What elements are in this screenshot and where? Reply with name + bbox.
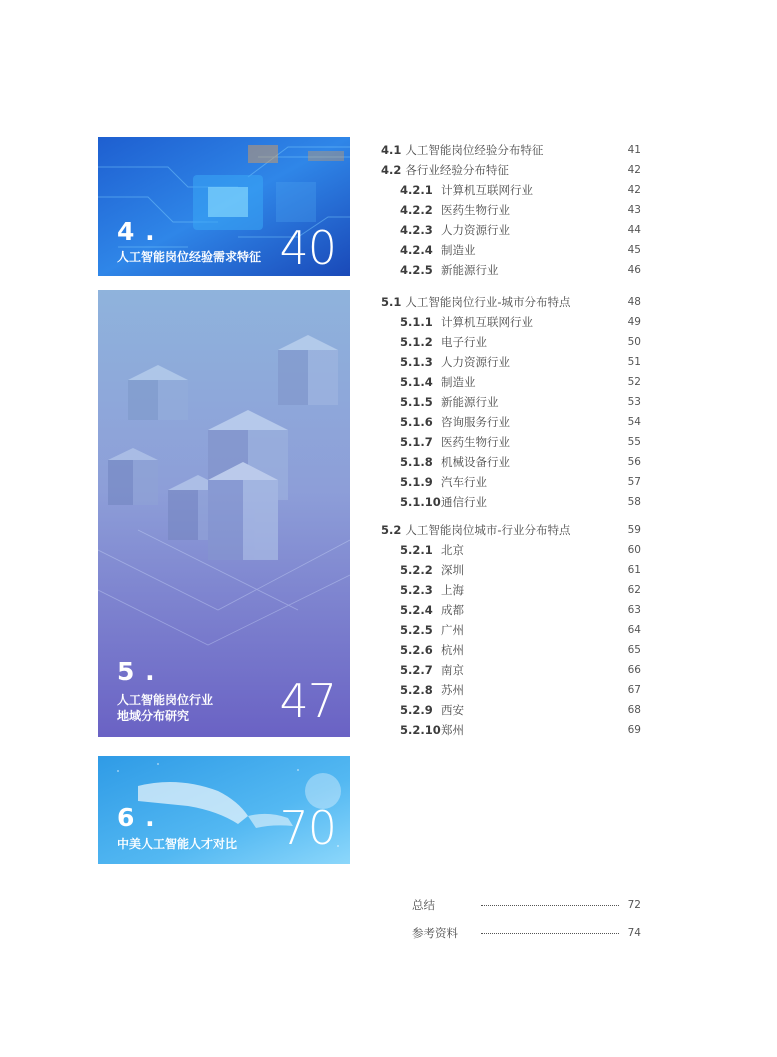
toc-entry-number: 4.2.2 — [400, 203, 433, 217]
section-5-card[interactable] — [98, 290, 350, 737]
toc-entry-number: 5.2.3 — [400, 583, 433, 597]
toc-entry-number: 5.1.8 — [400, 455, 433, 469]
toc-entry[interactable] — [381, 292, 641, 312]
toc-entry-number: 5.2.4 — [400, 603, 433, 617]
section-title-line1: 人工智能岗位行业 — [117, 693, 214, 707]
section-title-line2: 地域分布研究 — [117, 709, 190, 723]
toc-entry-number: 4.2.4 — [400, 243, 433, 257]
toc-entry-title: 深圳 — [441, 563, 464, 577]
toc-entry[interactable] — [381, 392, 641, 412]
toc-entry-page: 66 — [627, 664, 641, 676]
toc-entry-number: 5.1.1 — [400, 315, 433, 329]
toc-entry-number: 5.1.3 — [400, 355, 433, 369]
toc-entry-page: 67 — [627, 684, 641, 696]
toc-entry-title: 医药生物行业 — [441, 203, 510, 217]
toc-entry-number: 4.2 — [381, 163, 402, 177]
toc-entry-page: 61 — [627, 564, 641, 576]
toc-references-entry[interactable] — [412, 923, 641, 943]
toc-entry-page: 46 — [627, 264, 641, 276]
toc-entry-number: 5.1.6 — [400, 415, 433, 429]
toc-entry-title: 新能源行业 — [441, 263, 499, 277]
toc-entry-page: 42 — [627, 164, 641, 176]
toc-entry-page: 60 — [627, 544, 641, 556]
toc-entry[interactable] — [381, 140, 641, 160]
toc-entry-title: 制造业 — [441, 243, 476, 257]
toc-entry-title: 人工智能岗位城市-行业分布特点 — [405, 523, 571, 537]
toc-entry-page: 65 — [627, 644, 641, 656]
toc-entry-title: 计算机互联网行业 — [441, 315, 533, 329]
toc-entry[interactable] — [381, 220, 641, 240]
toc-entry-number: 5.2.1 — [400, 543, 433, 557]
dot-leader — [481, 905, 619, 906]
toc-entry[interactable] — [381, 660, 641, 680]
toc-entry[interactable] — [381, 432, 641, 452]
toc-entry[interactable] — [381, 492, 641, 512]
toc-entry-page: 57 — [627, 476, 641, 488]
toc-entry[interactable] — [381, 600, 641, 620]
toc-entry-page: 49 — [627, 316, 641, 328]
toc-entry-page: 56 — [627, 456, 641, 468]
toc-entry-title: 苏州 — [441, 683, 464, 697]
toc-entry-number: 5.1.4 — [400, 375, 433, 389]
toc-entry[interactable] — [381, 720, 641, 740]
toc-entry-page: 69 — [627, 724, 641, 736]
toc-entry-number: 4.2.3 — [400, 223, 433, 237]
toc-entry[interactable] — [381, 452, 641, 472]
toc-entry-title: 人力资源行业 — [441, 223, 510, 237]
toc-entry[interactable] — [381, 332, 641, 352]
toc-entry[interactable] — [381, 200, 641, 220]
toc-entry-title: 上海 — [441, 583, 464, 597]
toc-entry-number: 4.2.1 — [400, 183, 433, 197]
toc-entry[interactable] — [381, 680, 641, 700]
toc-entry[interactable] — [381, 540, 641, 560]
toc-entry-page: 50 — [627, 336, 641, 348]
toc-entry-title: 通信行业 — [441, 495, 487, 509]
toc-entry-title: 人工智能岗位行业-城市分布特点 — [405, 295, 571, 309]
section-page-number: 47 — [279, 674, 336, 728]
toc-entry-title: 郑州 — [441, 723, 464, 737]
toc-entry-number: 5.1.5 — [400, 395, 433, 409]
toc-entry-title: 机械设备行业 — [441, 455, 510, 469]
toc-entry-number: 5.2.7 — [400, 663, 433, 677]
toc-entry-page: 44 — [627, 224, 641, 236]
toc-summary-entry[interactable] — [412, 895, 641, 915]
toc-entry-page: 64 — [627, 624, 641, 636]
toc-entry-number: 5.1.10 — [400, 495, 441, 509]
toc-entry-title: 南京 — [441, 663, 464, 677]
toc-entry-title: 北京 — [441, 543, 464, 557]
toc-entry-page: 74 — [627, 927, 641, 939]
toc-entry-page: 54 — [627, 416, 641, 428]
toc-entry-number: 5.1 — [381, 295, 402, 309]
toc-entry-page: 42 — [627, 184, 641, 196]
toc-entry-page: 63 — [627, 604, 641, 616]
toc-entry-number: 5.2.6 — [400, 643, 433, 657]
toc-entry-title: 人工智能岗位经验分布特征 — [405, 143, 544, 157]
toc-entry-page: 58 — [627, 496, 641, 508]
section-page-number: 40 — [279, 221, 336, 275]
toc-entry[interactable] — [381, 312, 641, 332]
toc-entry[interactable] — [381, 180, 641, 200]
toc-entry-title: 医药生物行业 — [441, 435, 510, 449]
section-page-number: 70 — [279, 801, 336, 855]
toc-entry-title: 新能源行业 — [441, 395, 499, 409]
toc-entry-title: 杭州 — [441, 643, 464, 657]
toc-entry-number: 5.2 — [381, 523, 402, 537]
toc-entry-page: 59 — [627, 524, 641, 536]
toc-entry-page: 51 — [627, 356, 641, 368]
toc-entry-title: 汽车行业 — [441, 475, 487, 489]
section-title: 中美人工智能人才对比 — [117, 837, 238, 851]
toc-entry-page: 72 — [627, 899, 641, 911]
toc-entry[interactable] — [381, 520, 641, 540]
toc-entry-title: 计算机互联网行业 — [441, 183, 533, 197]
toc-entry-page: 62 — [627, 584, 641, 596]
toc-entry-title: 西安 — [441, 703, 464, 717]
toc-entry-title: 人力资源行业 — [441, 355, 510, 369]
section-6-card[interactable] — [98, 756, 350, 864]
toc-entry[interactable] — [381, 240, 641, 260]
toc-entry-number: 4.2.5 — [400, 263, 433, 277]
toc-entry-title: 各行业经验分布特征 — [405, 163, 509, 177]
toc-entry-page: 41 — [627, 144, 641, 156]
toc-entry-title: 总结 — [412, 898, 435, 912]
toc-entry[interactable] — [381, 620, 641, 640]
toc-entry-number: 5.2.5 — [400, 623, 433, 637]
toc-entry-title: 制造业 — [441, 375, 476, 389]
toc-entry[interactable] — [381, 412, 641, 432]
toc-entry-number: 5.2.2 — [400, 563, 433, 577]
toc-entry-title: 广州 — [441, 623, 464, 637]
toc-entry-page: 43 — [627, 204, 641, 216]
toc-entry-title: 咨询服务行业 — [441, 415, 510, 429]
toc-entry-title: 成都 — [441, 603, 464, 617]
toc-entry-number: 4.1 — [381, 143, 402, 157]
toc-entry[interactable] — [381, 372, 641, 392]
toc-entry-number: 5.1.7 — [400, 435, 433, 449]
section-4-card[interactable] — [98, 137, 350, 276]
toc-entry-title: 电子行业 — [441, 335, 487, 349]
toc-entry[interactable] — [381, 160, 641, 180]
toc-entry[interactable] — [381, 260, 641, 280]
toc-entry[interactable] — [381, 472, 641, 492]
toc-entry[interactable] — [381, 560, 641, 580]
toc-entry-number: 5.2.10 — [400, 723, 441, 737]
toc-entry-page: 55 — [627, 436, 641, 448]
toc-entry[interactable] — [381, 580, 641, 600]
toc-entry-number: 5.2.9 — [400, 703, 433, 717]
toc-entry-page: 52 — [627, 376, 641, 388]
section-title: 人工智能岗位经验需求特征 — [117, 250, 262, 264]
toc-entry-page: 68 — [627, 704, 641, 716]
toc-entry-number: 5.1.9 — [400, 475, 433, 489]
section-number: 4 . — [117, 217, 156, 246]
section-number: 6 . — [117, 803, 156, 832]
toc-entry[interactable] — [381, 700, 641, 720]
toc-entry[interactable] — [381, 640, 641, 660]
dot-leader — [481, 933, 619, 934]
toc-entry[interactable] — [381, 352, 641, 372]
toc-entry-page: 45 — [627, 244, 641, 256]
section-number: 5 . — [117, 657, 156, 686]
toc-entry-number: 5.2.8 — [400, 683, 433, 697]
toc-entry-page: 48 — [627, 296, 641, 308]
toc-entry-page: 53 — [627, 396, 641, 408]
toc-entry-title: 参考资料 — [412, 926, 458, 940]
toc-entry-number: 5.1.2 — [400, 335, 433, 349]
